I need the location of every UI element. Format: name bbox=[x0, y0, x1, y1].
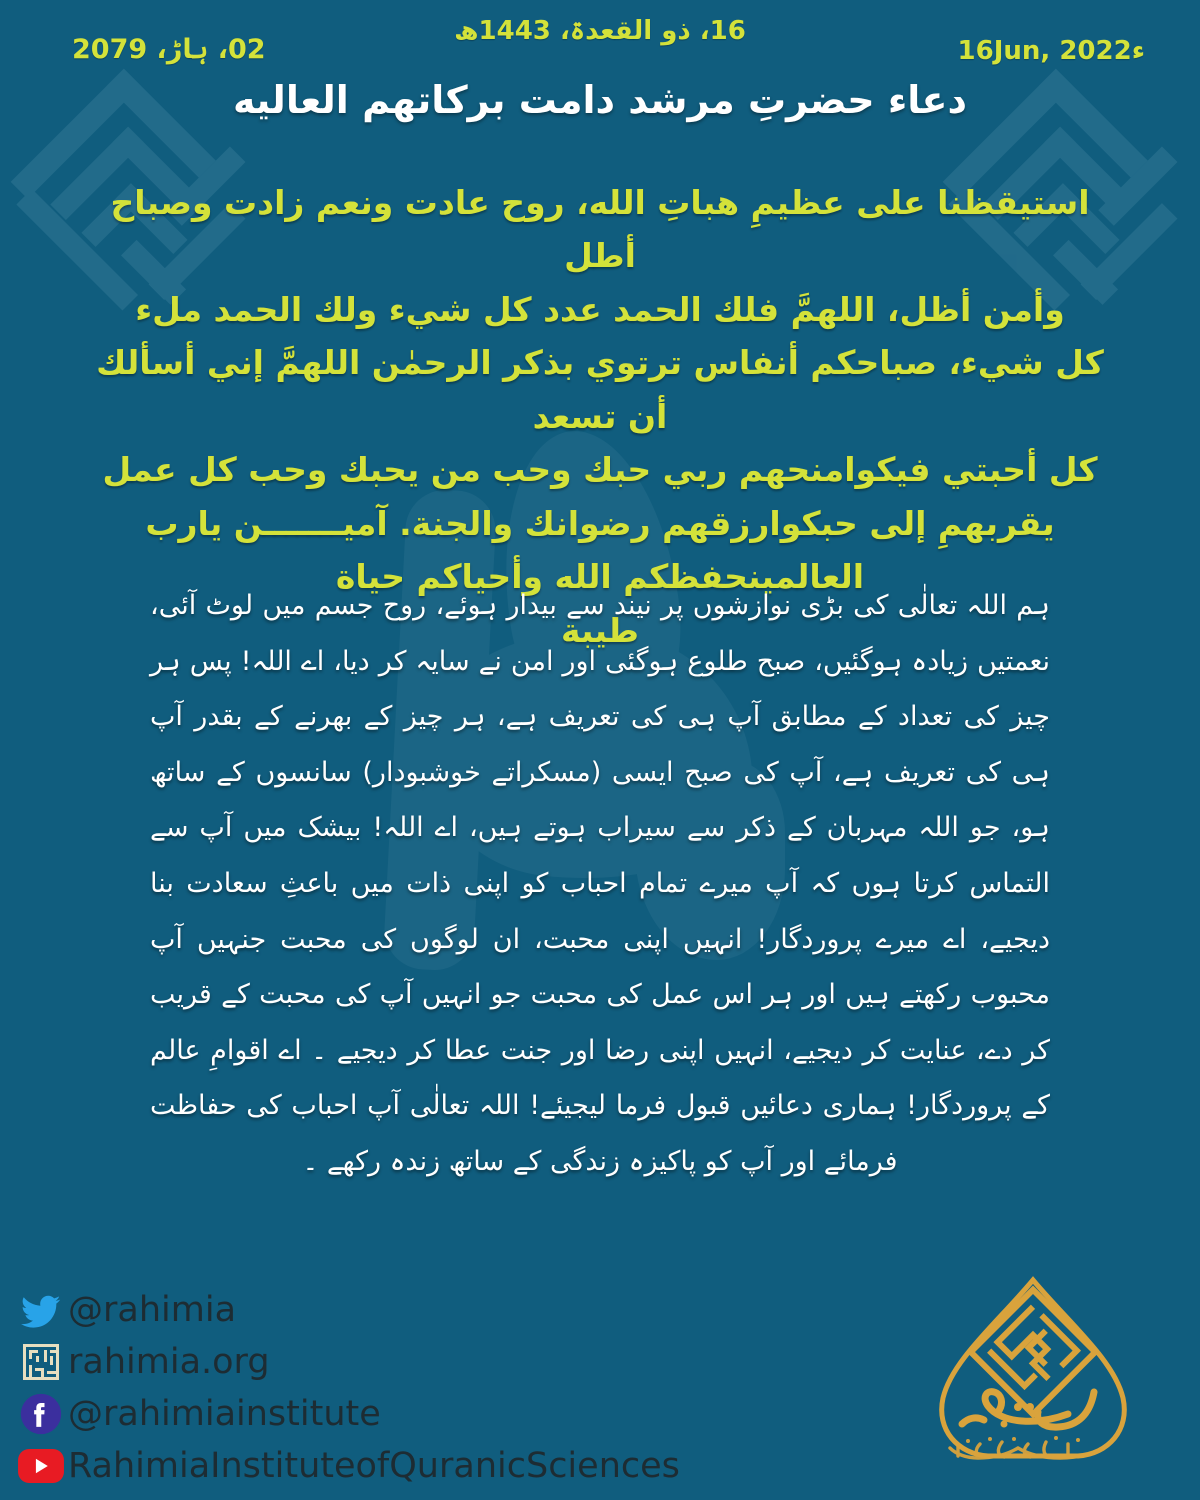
date-bikrami: 02، ہاڑ، 2079 bbox=[72, 34, 266, 65]
website-icon bbox=[18, 1339, 64, 1385]
youtube-channel: RahimiaInstituteofQuranicSciences bbox=[68, 1445, 680, 1486]
website-url: rahimia.org bbox=[68, 1341, 270, 1382]
youtube-icon bbox=[18, 1443, 64, 1489]
twitter-icon bbox=[18, 1287, 64, 1333]
twitter-handle: @rahimia bbox=[68, 1289, 237, 1330]
arabic-dua-line: كل شيء، صباحكم أنفاس ترتوي بذكر الرحمٰن اللهمَّ إني أسألك أن تسعد bbox=[96, 343, 1104, 436]
social-links bbox=[18, 1284, 680, 1492]
arabic-dua-line: یقربهمِ إلی حبكوارزقهم رضوانك والجنة. آمیـــــــن یارب العالمینحفظكم الله وأحیاكم حیاة bbox=[145, 503, 1055, 597]
date-gregorian: 16Jun, 2022ء bbox=[957, 36, 1145, 66]
arabic-dua-line: استیقظنا علی عظیمِ هباتِ الله، روح عادت ونعم زادت وصباح أطل bbox=[110, 183, 1090, 276]
page-title: دعاء حضرتِ مرشد دامت برکاتهم العالیه bbox=[233, 78, 967, 122]
arabic-dua-line: طیبة bbox=[560, 610, 640, 650]
social-link-youtube[interactable] bbox=[18, 1440, 680, 1492]
social-link-website[interactable] bbox=[18, 1336, 680, 1388]
facebook-icon bbox=[18, 1391, 64, 1437]
urdu-translation: ہم اللہ تعالٰی کی بڑی نوازشوں پر نیند سے بیدار ہوئے، روح جسم میں لوٹ آئی، نعمتیں زیادہ ہوگئیں، صبح طلوع ہوگئی اور امن نے سایہ کر دیا، اے اللہ! پس ہر چیز کی تعداد کے مطابق آپ ہی کی تعریف ہے، ہر چیز کے بھرنے کے بقدر آپ ہی کی تعریف ہے، آپ کی صبح ایسی (مسکراتے خوشبودار) سانسوں کے ساتھ ہو، جو اللہ مہربان کے ذکر سے سیراب ہوتے ہیں، اے اللہ! بیشک میں آپ سے التماس کرتا ہوں کہ آپ میرے تمام احباب کو اپنی ذات میں باعثِ سعادت بنا دیجیے، اے میرے پروردگار! انہیں اپنی محبت، ان لوگوں کی محبت جنہیں آپ محبوب رکھتے ہیں اور ہر اس عمل کی محبت جو انہیں آپ کی محبت کے قریب کر دے، عنایت کر دیجیے، انہیں اپنی رضا اور جنت عطا کر دیجیے ۔ اے اقوامِ عالم کے پروردگار! ہماری دعائیں قبول فرما لیجیئے! اللہ تعالٰی آپ احباب کی حفاظت فرمائے اور آپ کو پاکیزہ زندگی کے ساتھ زندہ رکھے ۔ bbox=[150, 590, 1050, 1178]
social-link-facebook[interactable] bbox=[18, 1388, 680, 1440]
date-row bbox=[0, 0, 1200, 88]
arabic-dua-line: وأمن أظل، اللهمَّ فلك الحمد عدد كل شيء ولك الحمد ملء bbox=[135, 289, 1065, 329]
social-link-twitter[interactable] bbox=[18, 1284, 680, 1336]
date-hijri: 16، ذو القعدۃ، 1443ھ bbox=[454, 16, 746, 46]
rahimia-logo bbox=[918, 1274, 1148, 1484]
arabic-dua-line: كل أحبتي فيكوامنحهم ربي حبك وحب من یحبك وحب كل عمل bbox=[102, 450, 1098, 490]
facebook-handle: @rahimiainstitute bbox=[68, 1393, 381, 1434]
